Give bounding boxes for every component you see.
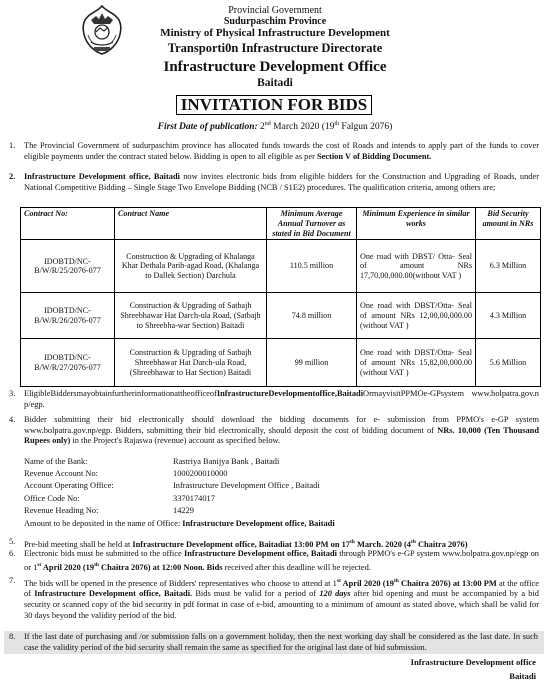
col-contract-name: Contract Name: [115, 208, 267, 240]
table-row: IDOBTD/NC-B/W/R/27/2076-077 Construction & Upgrading of Satbajh Shreebhawar Hat Darch-ula Road, (Shreebhawar to Hat Section) Baitadi 99 million One road with DBST/Otta- Seal of amount NRs 15,82,00,000.00 (without VAT ) 5.6 Million: [21, 339, 541, 387]
table-header-row: [21, 208, 541, 240]
paragraph-6: 6. Electronic bids must be submitted to the office Infrastructure Development office, Baitadi through PPMO's e-GP system www.bolpatra.gov.np/egp on or 1st April 2020 (19th Chaitra 2076) at 12:00 Noon. Bids received after this deadline will be rejected.: [9, 549, 539, 572]
signature-office: Infrastructure Development office: [410, 657, 536, 667]
col-bid-security: Bid Security amount in NRs: [476, 208, 541, 240]
header-provincial-government: Provincial Government: [228, 5, 322, 16]
operating-office-value: Infrastructure Development Office , Baitadi: [173, 481, 320, 490]
account-details: [24, 457, 524, 532]
revenue-heading-value: 14229: [173, 506, 194, 515]
paragraph-4: 4. Bidder submitting their bid electronically should download the bidding documents for e- submission from PPMO's e-GP system www.bolpatra.gov.np/egp. Bidders, submitting their bid electronically, should deposit the cost of bidding document of NRs. 10,000 (Ten Thousand Rupees only) in the Project's Rajaswa (revenue) account as specified below.: [9, 415, 539, 446]
header-location: Baitadi: [257, 77, 293, 89]
paragraph-2: 2. Infrastructure Development office, Baitadi now invites electronic bids from eligible bidders for the Construction and Upgrading of Roads, under National Competitive Bidding – Single Stage Two Envelope Bidding (NCB / S1E2) procedures. The qualification criteria, among others are;: [9, 172, 539, 192]
paragraph-8: 8. If the last date of purchasing and /or submission falls on a government holiday, then the next working day shall be considered as the last date. In such case the validity period of the bid security shall remain the same as specified for the original last date of bid submission.: [4, 631, 544, 654]
table-row: IDOBTD/NC-B/W/R/25/2076-077 Construction & Upgrading of Khalanga Khar Dethala Parib-agad Road, (Khalanga to Dallek Section) Darchula 110.5 million One road with DBST/ Otta- Seal of amount NRs 17,70,00,000.00(without VAT ) 6.3 Million: [21, 240, 541, 293]
col-experience: Minimum Experience in similar works: [357, 208, 476, 240]
col-turnover: Minimum Average Annual Turnover as stated in Bid Document: [267, 208, 357, 240]
paragraph-3: 3. EligibleBiddersmayobtainfurtherinformationattheofficeofInfrastructureDevelopmentoffice,BaitadiOrmayvisitPPMOe-GPsystem www.bolpatra.gov.np/egp.: [9, 389, 539, 409]
header-province: Sudurpaschim Province: [223, 16, 327, 27]
revenue-heading-label: Revenue Heading No:: [24, 506, 99, 515]
paragraph-5: 5. Pre-bid meeting shall be held at Infrastructure Development office, Baitadiat 13:00 PM on 17th March. 2020 (4th Chaitra 2076): [9, 537, 468, 549]
table-row: IDOBTD/NC-B/W/R/26/2076-077 Construction & Upgrading of Satbajh Shreebhawar Hat Darch-ula Road, (Satbajh to Shreebha-war Section) Baitadi 74.8 million One road with DBST/Otta- Seal of amount NRs 12,00,00,000.00 (without VAT ) 4.3 Million: [21, 293, 541, 339]
bank-label: Name of the Bank:: [24, 457, 88, 466]
revenue-account-label: Revenue Account No:: [24, 469, 98, 478]
bank-value: Rastriya Banijya Bank , Baitadi: [173, 457, 280, 466]
bid-contracts-table: [20, 207, 541, 387]
operating-office-label: Account Operating Office:: [24, 481, 114, 490]
header-directorate: Transporti0n Infrastructure Directorate: [167, 41, 383, 55]
signature-location: Baitadi: [509, 671, 536, 681]
revenue-account-value: 1000200010000: [173, 469, 228, 478]
header-office: Infrastructure Development Office: [163, 59, 387, 75]
office-code-value: 3370174017: [173, 494, 215, 503]
col-contract-no: Contract No:: [21, 208, 115, 240]
header-ministry: Ministry of Physical Infrastructure Development: [160, 27, 390, 39]
paragraph-7: 7. The bids will be opened in the presence of Bidders' representatives who choose to attend at 1st April 2020 (19th Chaitra 2076) at 13:00 PM at the office of Infrastructure Development office, Baitadi. Bids must be valid for a period of 120 days after bid opening and must be accompanied by a bid security or scanned copy of the bid security in pdf format in case of e-bid, amounting to a minimum of amount as stated above, which shall be valid for 30 days beyond the validity period of the bid.: [9, 576, 540, 620]
paragraph-1: 1. The Provincial Government of sudurpaschim province has allocated funds towards the cost of Roads and intends to apply part of the funds to cover eligible payments under the contract stated below. Bidding is open to all eligible as per Section V of Bidding Document.: [9, 141, 539, 161]
deposit-office-line: Amount to be deposited in the name of Office: Infrastructure Development office, Baitadi: [24, 519, 335, 528]
publication-date: First Date of publication: 2nd March 2020 (19th Falgun 2076): [157, 121, 393, 133]
office-code-label: Office Code No:: [24, 494, 80, 503]
notice-title: INVITATION FOR BIDS: [176, 95, 372, 115]
